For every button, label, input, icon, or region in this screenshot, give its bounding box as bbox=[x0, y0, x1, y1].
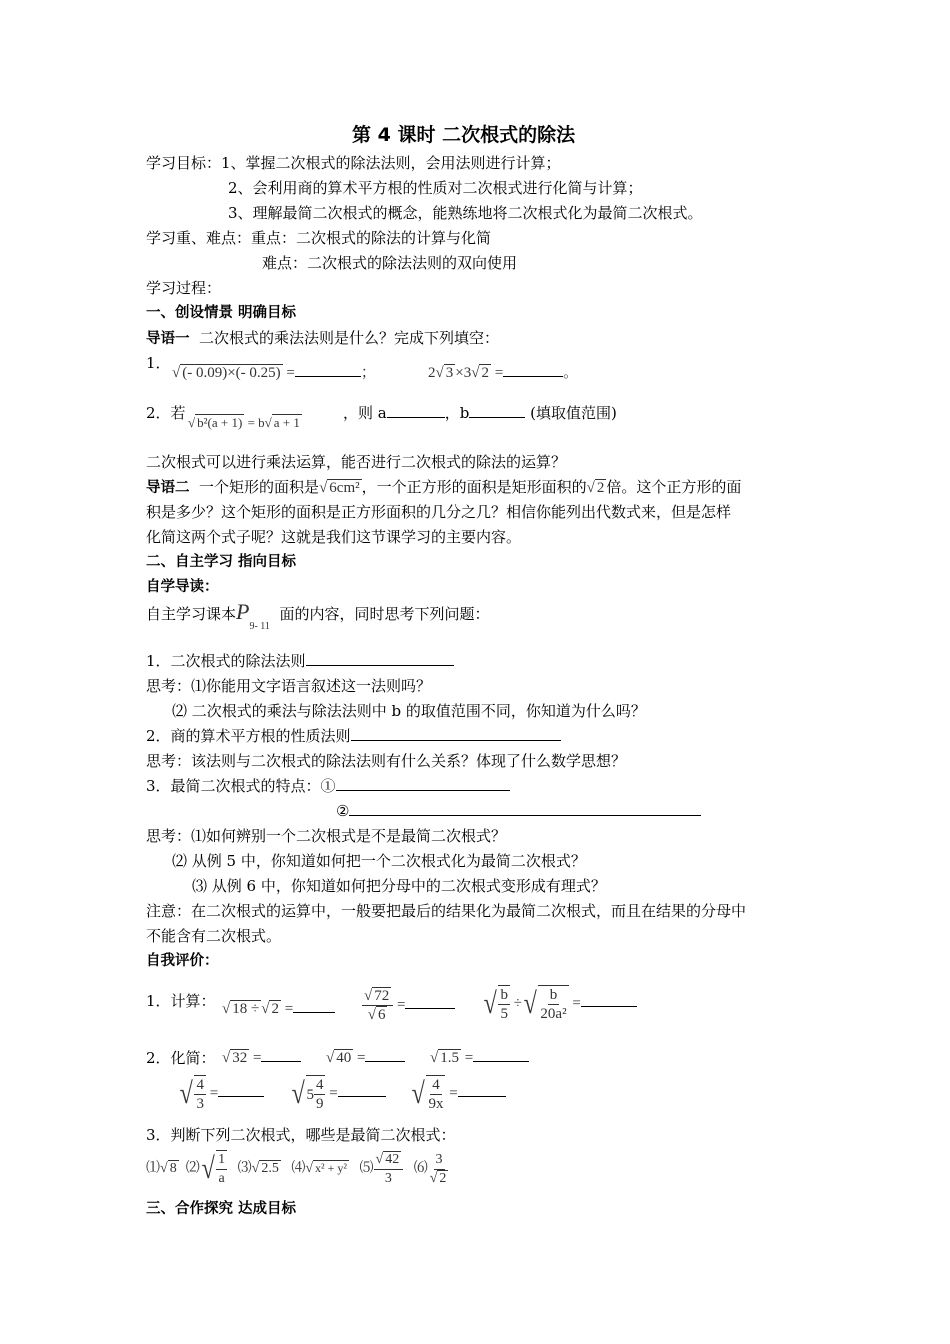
page-title: 第 4 课时 二次根式的除法 bbox=[352, 124, 576, 146]
section-2-heading: 二、自主学习 指向目标 bbox=[146, 554, 297, 570]
lead-1-text: 二次根式的乘法法则是什么？完成下列填空： bbox=[199, 329, 500, 347]
intro-text: 面的内容，同时思考下列问题： bbox=[279, 605, 490, 623]
paragraph: 化简这两个式子呢？这就是我们这节课学习的主要内容。 bbox=[146, 528, 522, 546]
radicand: 2 bbox=[481, 365, 489, 381]
answer-blank bbox=[295, 362, 361, 377]
denominator: 3 bbox=[384, 1170, 392, 1186]
radicand: 8 bbox=[169, 1161, 177, 1177]
fraction bbox=[426, 1075, 445, 1113]
exercise-2a: √ 32 = bbox=[222, 1047, 301, 1069]
radicand: 1.5 bbox=[440, 1050, 459, 1066]
fraction bbox=[498, 985, 510, 1023]
q1-number: 1． bbox=[146, 354, 171, 372]
answer-blank bbox=[581, 992, 637, 1007]
lead-2-text: 倍。这个正方形的面 bbox=[606, 478, 742, 496]
math-inline: √ 6cm² bbox=[319, 480, 360, 496]
question-2 bbox=[146, 402, 186, 424]
q2-number: 2．若 bbox=[146, 404, 186, 422]
equals-sign: = bbox=[286, 365, 295, 381]
denominator: 9x bbox=[428, 1096, 444, 1112]
denominator: 9 bbox=[315, 1096, 324, 1112]
self-eval-label: 自我评价： bbox=[146, 953, 219, 969]
radicand: 3 bbox=[445, 365, 454, 381]
radicand: (- 0.09)×(- 0.25) bbox=[182, 365, 281, 381]
coef: 2 bbox=[428, 365, 436, 381]
equals-sign: = bbox=[209, 1085, 219, 1102]
q2-expression: √ b²(a + 1) = b√ a + 1 bbox=[188, 415, 300, 430]
exercise-2d: √ $\frac{4}{3}$ = bbox=[178, 1075, 264, 1113]
answer-blank bbox=[218, 1082, 264, 1097]
lead-2-text: ，一个正方形的面积是矩形面积的 bbox=[361, 478, 587, 496]
answer-blank bbox=[338, 1082, 386, 1097]
answer-blank bbox=[365, 1047, 405, 1062]
fraction: $\frac{√ 72}{√ 6}$ bbox=[362, 987, 393, 1024]
item-text: 1．二次根式的除法法则 bbox=[146, 652, 306, 670]
note-line: 不能含有二次根式。 bbox=[146, 927, 282, 945]
goals-label: 学习目标： bbox=[146, 154, 222, 172]
item-1 bbox=[146, 650, 454, 672]
q1-expression-b: 2√ 3 ×3√ 2 = 。 bbox=[428, 362, 578, 384]
fraction bbox=[538, 985, 568, 1023]
equals-sign: = bbox=[572, 995, 581, 1012]
key-difficulty: 难点：二次根式的除法法则的双向使用 bbox=[262, 254, 518, 272]
choice-num: ⑸ bbox=[359, 1161, 374, 1177]
think-line: ⑶ 从例 6 中，你知道如何把分母中的二次根式变形成有理式？ bbox=[192, 877, 606, 895]
q1-separator: ； bbox=[360, 365, 376, 381]
q2-text-c: (填取值范围) bbox=[525, 404, 617, 422]
answer-blank bbox=[336, 776, 510, 791]
self-read-intro bbox=[146, 599, 490, 632]
q2-conditions bbox=[343, 402, 617, 424]
self-read-label: 自学导读： bbox=[146, 579, 219, 595]
key-focus: 重点：二次根式的除法的计算与化简 bbox=[251, 229, 492, 247]
fraction: $\frac{√ 42}{3}$ bbox=[374, 1151, 404, 1188]
intro-text: 自主学习课本 bbox=[146, 605, 237, 623]
denominator: a bbox=[218, 1171, 225, 1186]
equals-sign: = bbox=[494, 365, 504, 381]
exercise-1-label: 1．计算： bbox=[146, 992, 216, 1010]
exercise-2c: √ 1.5 = bbox=[430, 1047, 529, 1069]
exercise-1a: √ 18 ÷ √ 2 = bbox=[222, 998, 335, 1020]
radicand: b²(a + 1) bbox=[197, 415, 243, 430]
goal-item: 1、掌握二次根式的除法法则，会用法则进行计算； bbox=[221, 154, 561, 172]
item-text: ② bbox=[336, 802, 350, 820]
numerator: 3 bbox=[434, 1151, 445, 1170]
denominator: 6 bbox=[377, 1007, 386, 1023]
fraction bbox=[194, 1075, 206, 1113]
q2-text-b: ，b bbox=[444, 404, 470, 422]
denominator: 20a² bbox=[540, 1006, 567, 1022]
choice-num: ⑵ bbox=[185, 1161, 200, 1177]
lead-1-label: 导语一 bbox=[146, 331, 190, 347]
goal-item: 3、理解最简二次根式的概念，能熟练地将二次根式化为最简二次根式。 bbox=[228, 204, 703, 222]
exercise-1c: √ $\frac{b}{5}$ ÷ √ $\frac{b}{\text{20a²}}$ = bbox=[482, 985, 637, 1023]
choice-num: ⑷ bbox=[291, 1161, 306, 1177]
answer-blank bbox=[306, 651, 454, 666]
equals-sign: = bbox=[449, 1085, 458, 1102]
answer-blank-b bbox=[469, 403, 525, 418]
radicand: a + 1 bbox=[273, 415, 300, 430]
section-1-heading: 一、创设情景 明确目标 bbox=[146, 305, 297, 321]
goals-line-1 bbox=[146, 152, 561, 174]
denominator: 5 bbox=[500, 1006, 508, 1022]
equals-sign: = bbox=[329, 1085, 338, 1102]
fraction bbox=[216, 1150, 227, 1188]
exercise-2e: √ 5 $\frac{4}{9}$ = bbox=[290, 1075, 386, 1113]
fraction: $\frac{3}{√ 2}$ bbox=[429, 1151, 447, 1186]
whole-part: 5 bbox=[306, 1086, 314, 1103]
exercise-2f: √ $\frac{4}{9x}$ = bbox=[410, 1075, 506, 1113]
numerator: 4 bbox=[196, 1077, 204, 1093]
radicand: 32 bbox=[232, 1050, 248, 1066]
radicand: 40 bbox=[336, 1050, 352, 1066]
exercise-2b: √ 40 = bbox=[326, 1047, 405, 1069]
radicand: x² + y² bbox=[315, 1161, 347, 1176]
equals-sign: = bbox=[252, 1050, 262, 1066]
radicand: 2 bbox=[271, 1001, 279, 1017]
lead-2-label: 导语二 bbox=[146, 480, 190, 496]
exercise-3-label: 3．判断下列二次根式，哪些是最简二次根式： bbox=[146, 1126, 456, 1144]
item-2 bbox=[146, 725, 561, 747]
numerator: b bbox=[549, 987, 558, 1003]
radicand: 2.5 bbox=[261, 1161, 279, 1177]
think-line: ⑵ 二次根式的乘法与除法法则中 b 的取值范围不同，你知道为什么吗？ bbox=[172, 702, 646, 720]
divide-sign: ÷ bbox=[513, 995, 522, 1012]
numerator: 1 bbox=[216, 1151, 227, 1170]
think-line: 思考：该法则与二次根式的除法法则有什么关系？体现了什么数学思想？ bbox=[146, 752, 627, 770]
q1-expression-a: √ (- 0.09)×(- 0.25) = ； bbox=[172, 362, 376, 384]
answer-blank bbox=[261, 1047, 301, 1062]
key-focus-line bbox=[146, 227, 491, 249]
lead-2-text: 一个矩形的面积是 bbox=[199, 478, 320, 496]
answer-blank bbox=[458, 1082, 506, 1097]
fraction bbox=[314, 1076, 326, 1113]
process-label: 学习过程： bbox=[146, 279, 222, 297]
answer-blank bbox=[293, 998, 335, 1013]
think-line: ⑵ 从例 5 中，你知道如何把一个二次根式化为最简二次根式？ bbox=[172, 852, 586, 870]
q2-text-a: ，则 a bbox=[343, 404, 387, 422]
item-text: 3．最简二次根式的特点：① bbox=[146, 777, 336, 795]
choice-num: ⑴ bbox=[146, 1161, 160, 1177]
paragraph: 二次根式可以进行乘法运算，能否进行二次根式的除法的运算？ bbox=[146, 453, 567, 471]
denominator: 3 bbox=[196, 1096, 204, 1112]
equals-b: = b bbox=[244, 415, 265, 430]
think-line: 思考：⑴如何辨别一个二次根式是不是最简二次根式？ bbox=[146, 827, 507, 845]
exercise-3-choices: ⑴√ 8 ⑵ √ $\frac{1}{a}$ ⑶√ 2.5 ⑷√ x² + y² ⑸ $\frac{√ 42}{3}$ ⑹ $\frac{3}{√ 2}$ bbox=[146, 1150, 450, 1188]
answer-blank bbox=[349, 801, 701, 816]
q1-end: 。 bbox=[563, 365, 579, 381]
denominator: 2 bbox=[439, 1170, 447, 1186]
exercise-2-label: 2．化简： bbox=[146, 1049, 216, 1067]
equals-sign: = bbox=[396, 996, 406, 1013]
radicand: 2 bbox=[596, 480, 605, 496]
radicand: 6cm² bbox=[329, 480, 360, 496]
equals-sign: = bbox=[356, 1050, 366, 1066]
numerator: 72 bbox=[374, 988, 390, 1004]
exercise-1b bbox=[362, 987, 455, 1024]
goal-item: 2、会利用商的算术平方根的性质对二次根式进行化简与计算； bbox=[228, 179, 643, 197]
note-line: 注意：在二次根式的运算中，一般要把最后的结果化为最简二次根式，而且在结果的分母中 bbox=[146, 902, 747, 920]
numerator: 4 bbox=[315, 1077, 324, 1093]
answer-blank-a bbox=[387, 403, 445, 418]
math-inline: √ 2 bbox=[586, 480, 605, 496]
answer-blank bbox=[351, 726, 561, 741]
lead-2 bbox=[146, 476, 741, 499]
choice-num: ⑶ bbox=[237, 1161, 252, 1177]
section-3-heading: 三、合作探究 达成目标 bbox=[146, 1201, 297, 1217]
lead-1 bbox=[146, 327, 499, 350]
times: ×3 bbox=[455, 365, 472, 381]
numerator: b bbox=[500, 987, 508, 1003]
answer-blank bbox=[473, 1047, 529, 1062]
choice-num: ⑹ bbox=[413, 1161, 428, 1177]
page-symbol: P bbox=[236, 599, 250, 624]
item-3 bbox=[146, 775, 510, 797]
equals-sign: = bbox=[464, 1050, 474, 1066]
answer-blank bbox=[405, 994, 455, 1009]
numerator: 42 bbox=[385, 1151, 400, 1167]
paragraph: 积是多少？这个矩形的面积是正方形面积的几分之几？相信你能列出代数式来，但是怎样 bbox=[146, 503, 732, 521]
radicand: 18 ÷ bbox=[232, 1001, 260, 1017]
equals-sign: = bbox=[284, 1001, 294, 1017]
numerator: 4 bbox=[432, 1077, 440, 1093]
page-range: 9- 11 bbox=[249, 621, 270, 632]
question-1 bbox=[146, 352, 171, 374]
key-label: 学习重、难点： bbox=[146, 229, 252, 247]
item-3b bbox=[336, 800, 701, 822]
item-text: 2．商的算术平方根的性质法则 bbox=[146, 727, 351, 745]
think-line: 思考：⑴你能用文字语言叙述这一法则吗？ bbox=[146, 677, 432, 695]
answer-blank bbox=[503, 362, 563, 377]
